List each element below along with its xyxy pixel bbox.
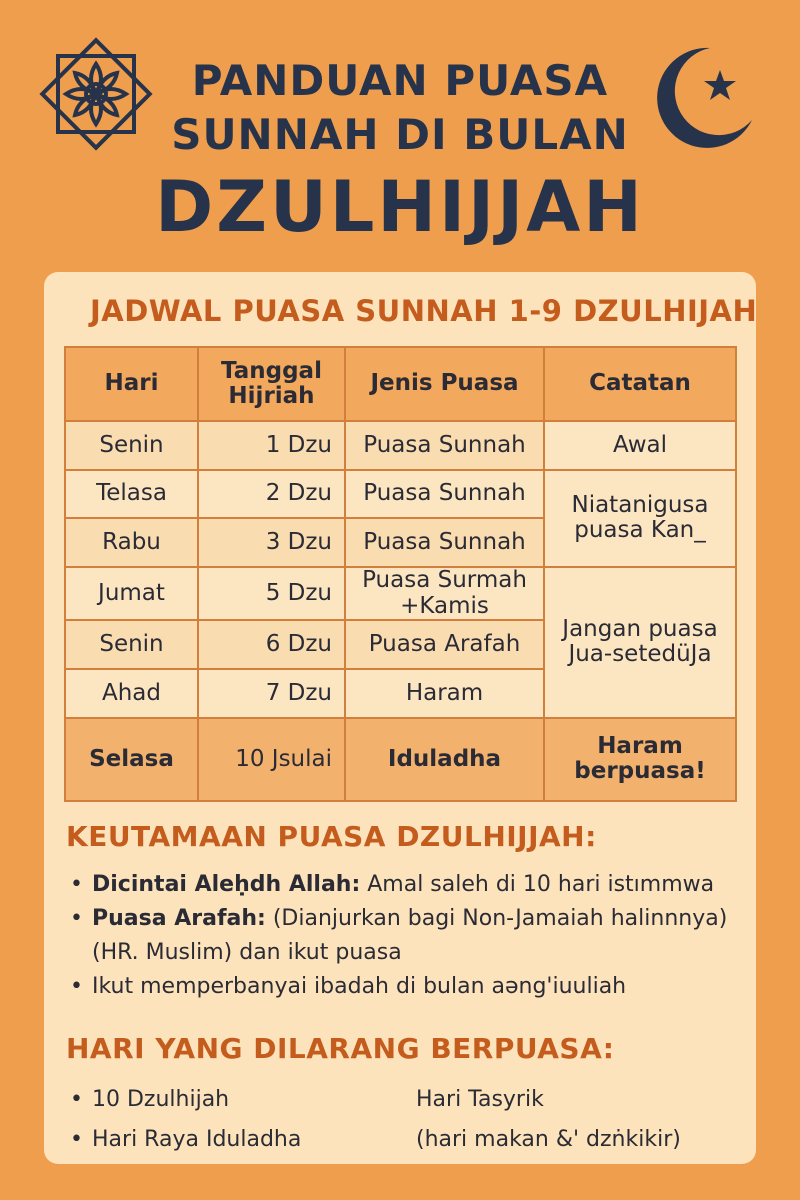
column-header-date: Tanggal Hijriah <box>198 347 345 421</box>
date-cell: 3 Dzu <box>198 518 345 567</box>
date-cell: 10 Jsulai <box>198 718 345 801</box>
day-cell: Rabu <box>65 518 198 567</box>
type-cell: Haram <box>345 669 544 718</box>
title-line-1: PANDUAN PUASA <box>191 56 609 105</box>
type-cell: Puasa Sunnah <box>345 470 544 519</box>
list-item <box>66 970 746 1004</box>
date-cell: 1 Dzu <box>198 421 345 470</box>
virtues-list <box>66 868 746 1004</box>
item-bold: Puasa Arafah: <box>92 906 266 931</box>
schedule-title: JADWAL PUASA SUNNAH 1-9 DZULHIJAH <box>90 294 758 328</box>
date-cell: 6 Dzu <box>198 620 345 669</box>
header <box>0 0 800 260</box>
virtues-title: KEUTAMAAN PUASA DZULHIJJAH: <box>66 820 597 853</box>
list-item: • 10 Dzulhijah <box>66 1080 396 1120</box>
column-header-day: Hari <box>65 347 198 421</box>
title-line-2: SUNNAH DI BULAN <box>171 110 629 159</box>
note-cell: Jangan puasa Jua-setedüJa <box>544 567 736 718</box>
day-cell: Selasa <box>65 718 198 801</box>
date-cell: 5 Dzu <box>198 567 345 620</box>
table-row <box>65 567 736 620</box>
item-text: Ikut memperbanyai ibadah di bulan aǝng'iuuliah <box>92 974 627 999</box>
column-header-note: Catatan <box>544 347 736 421</box>
type-cell: Puasa Surmah +Kamis <box>345 567 544 620</box>
table-row <box>65 718 736 801</box>
type-cell: Puasa Arafah <box>345 620 544 669</box>
table-header-row <box>65 347 736 421</box>
type-cell: Puasa Sunnah <box>345 421 544 470</box>
list-item: (hari makan &' dzṅkikir) <box>416 1127 681 1152</box>
day-cell: Telasa <box>65 470 198 519</box>
list-item: Hari Tasyrik <box>416 1087 544 1112</box>
note-cell: Haram berpuasa! <box>544 718 736 801</box>
schedule-table <box>64 346 737 802</box>
day-cell: Senin <box>65 421 198 470</box>
day-cell: Senin <box>65 620 198 669</box>
date-cell: 2 Dzu <box>198 470 345 519</box>
type-cell: Puasa Sunnah <box>345 518 544 567</box>
forbidden-left-column <box>66 1080 396 1160</box>
column-header-type: Jenis Puasa <box>345 347 544 421</box>
list-item <box>66 902 746 970</box>
note-cell: Niatanigusa puasa Kan_ <box>544 470 736 567</box>
table-row <box>65 470 736 519</box>
date-cell: 7 Dzu <box>198 669 345 718</box>
title-line-3: DZULHIJJAH <box>155 166 645 248</box>
crescent-moon-star-icon <box>648 40 758 150</box>
list-item: • Hari Raya Iduladha <box>66 1120 396 1160</box>
day-cell: Jumat <box>65 567 198 620</box>
item-text: (Dianjurkan bagi Non-Jamaiah halinnnya) (HR. Muslim) dan ikut puasa <box>92 906 728 965</box>
day-cell: Ahad <box>65 669 198 718</box>
forbidden-title: HARI YANG DILARANG BERPUASA: <box>66 1032 615 1065</box>
item-bold: Dicintai Aleḥdh Allah: <box>92 872 361 897</box>
note-cell: Awal <box>544 421 736 470</box>
item-text: Amal saleh di 10 hari istımmwa <box>360 872 715 897</box>
forbidden-right-column <box>416 1080 736 1160</box>
list-item <box>66 868 746 902</box>
content-card <box>44 272 756 1164</box>
type-cell: Iduladha <box>345 718 544 801</box>
table-row <box>65 421 736 470</box>
